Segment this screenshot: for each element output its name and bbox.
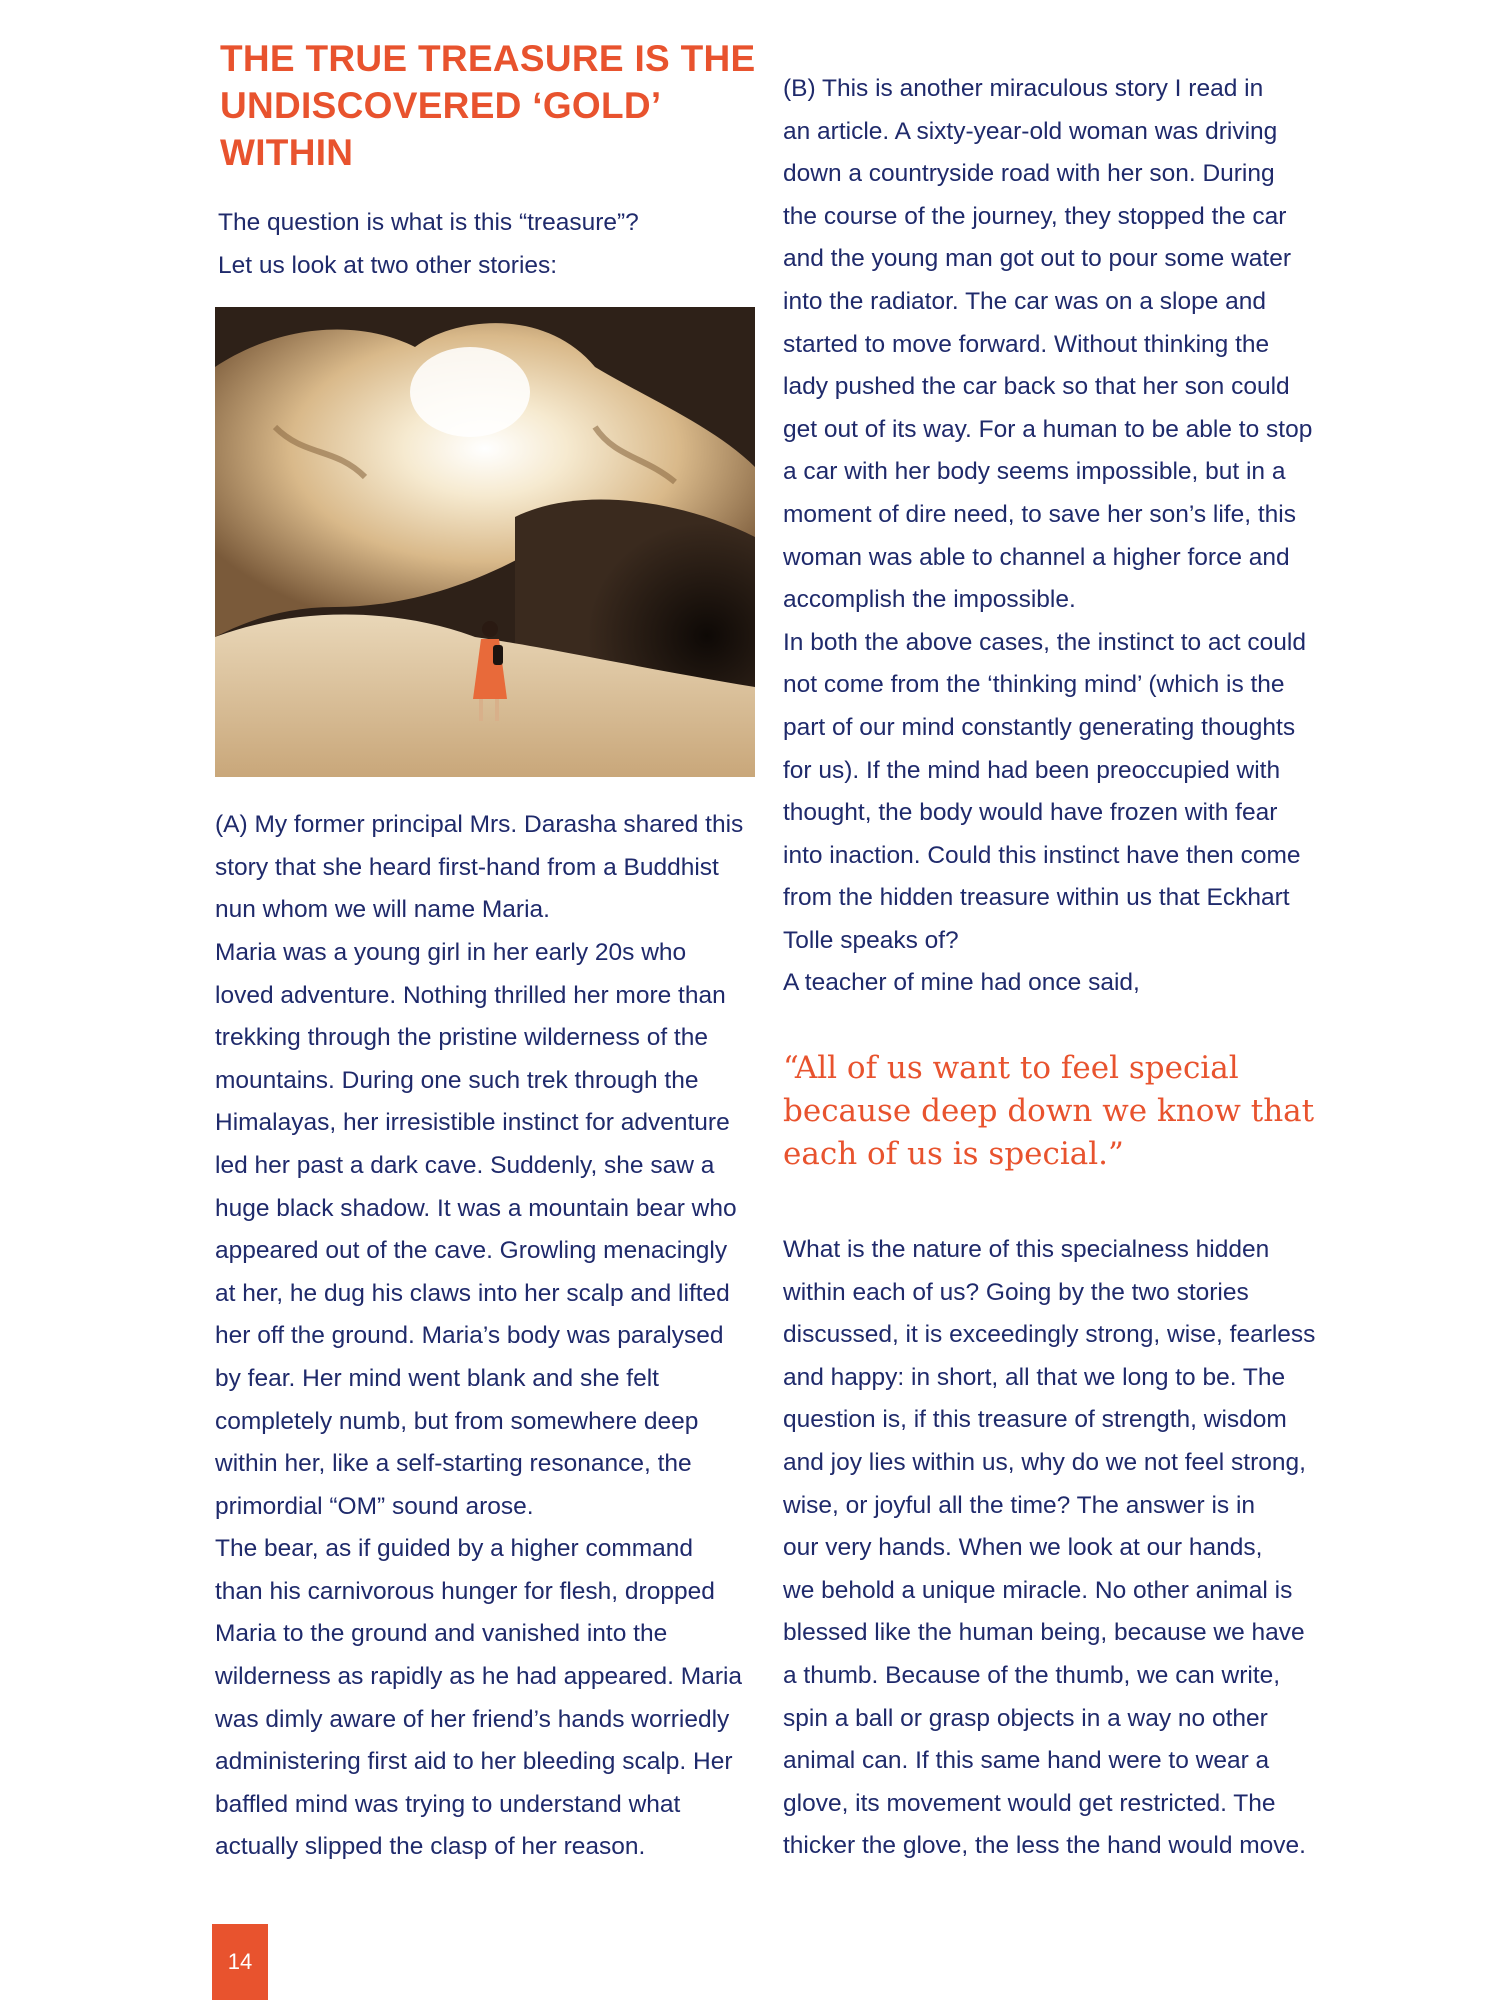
paragraph-line: down a countryside road with her son. During (783, 160, 1275, 188)
paragraph-line: part of our mind constantly generating thoughts (783, 713, 1296, 741)
cave-illustration (215, 307, 755, 777)
paragraph-line: actually slipped the clasp of her reason. (215, 1833, 646, 1861)
quote-line: each of us is special.” (783, 1136, 1124, 1173)
paragraph-line: into the radiator. The car was on a slope and (783, 287, 1267, 315)
paragraph-line: and the young man got out to pour some water (783, 245, 1292, 273)
paragraph-line: a thumb. Because of the thumb, we can write, (783, 1662, 1281, 1689)
paragraph-line: our very hands. When we look at our hands, (783, 1534, 1263, 1562)
paragraph-line: spin a ball or grasp objects in a way no other (783, 1704, 1268, 1732)
paragraph-line: moment of dire need, to save her son’s life, this (783, 500, 1296, 528)
paragraph-line: thicker the glove, the less the hand would move. (783, 1832, 1306, 1860)
paragraph-line: Let us look at two other stories: (218, 251, 558, 279)
paragraph-line: was dimly aware of her friend’s hands worriedly (215, 1705, 730, 1733)
paragraph-line: blessed like the human being, because we have (783, 1619, 1305, 1647)
paragraph-line: (B) This is another miraculous story I read in (783, 75, 1264, 102)
quote-line: because deep down we know that (783, 1093, 1315, 1130)
paragraph-line: wise, or joyful all the time? The answer is in (783, 1491, 1256, 1519)
paragraph-line: started to move forward. Without thinking the (783, 330, 1270, 358)
paragraph-line: appeared out of the cave. Growling menacingly (215, 1237, 728, 1265)
headline-line: WITHIN (220, 132, 354, 173)
paragraph-line: baffled mind was trying to understand what (215, 1790, 681, 1818)
paragraph-line: for us). If the mind had been preoccupied with (783, 756, 1281, 784)
paragraph-line: and happy: in short, all that we long to be. The (783, 1363, 1286, 1391)
paragraph-line: at her, he dug his claws into her scalp and lifted (215, 1279, 730, 1307)
paragraph-line: by fear. Her mind went blank and she felt (215, 1364, 659, 1392)
left-column (215, 35, 770, 1869)
paragraph-line: completely numb, but from somewhere deep (215, 1407, 699, 1435)
paragraph-line: a car with her body seems impossible, but in a (783, 458, 1286, 486)
headline-line: THE TRUE TREASURE IS THE (220, 38, 756, 79)
paragraph-line: not come from the ‘thinking mind’ (which is the (783, 671, 1285, 699)
paragraph-line: The bear, as if guided by a higher command (215, 1535, 694, 1563)
paragraph-line: Tolle speaks of? (783, 926, 959, 954)
paragraph-line: get out of its way. For a human to be able to stop (783, 415, 1313, 443)
paragraph-line: than his carnivorous hunger for flesh, dropped (215, 1577, 715, 1605)
quote-line: “All of us want to feel special (783, 1050, 1239, 1087)
paragraph-line: Himalayas, her irresistible instinct for adventure (215, 1109, 730, 1137)
headline-line: UNDISCOVERED ‘GOLD’ (220, 85, 662, 126)
cave-photo (215, 307, 755, 777)
paragraph-line: animal can. If this same hand were to wear a (783, 1747, 1270, 1775)
paragraph-line: administering first aid to her bleeding scalp. Her (215, 1748, 733, 1776)
paragraph-line: led her past a dark cave. Suddenly, she saw a (215, 1151, 715, 1179)
paragraph-line: lady pushed the car back so that her son could (783, 373, 1290, 401)
conclusion-text (783, 1229, 1338, 1868)
paragraph-line: Maria to the ground and vanished into the (215, 1620, 668, 1648)
paragraph-line: discussed, it is exceedingly strong, wise, fearless (783, 1321, 1316, 1349)
paragraph-line: trekking through the pristine wilderness of the (215, 1024, 708, 1052)
paragraph-line: (A) My former principal Mrs. Darasha shared this (215, 811, 744, 839)
pull-quote (783, 1047, 1338, 1176)
page-number: 14 (212, 1924, 268, 2000)
paragraph-line: A teacher of mine had once said, (783, 969, 1140, 997)
paragraph-line: The question is what is this “treasure”? (218, 209, 639, 236)
paragraph-line: huge black shadow. It was a mountain bear who (215, 1194, 737, 1222)
paragraph-line: within her, like a self-starting resonance, the (215, 1450, 692, 1478)
paragraph-line: story that she heard first-hand from a Buddhist (215, 853, 719, 881)
paragraph-line: thought, the body would have frozen with fear (783, 799, 1278, 827)
paragraph-line: What is the nature of this specialness hidden (783, 1236, 1270, 1264)
paragraph-line: mountains. During one such trek through the (215, 1066, 699, 1094)
article-headline (220, 35, 770, 176)
paragraph-line: within each of us? Going by the two stories (783, 1278, 1249, 1306)
story-b-text (783, 68, 1338, 1005)
paragraph-line: In both the above cases, the instinct to act could (783, 628, 1306, 656)
paragraph-line: into inaction. Could this instinct have then come (783, 841, 1301, 869)
paragraph-line: from the hidden treasure within us that Eckhart (783, 884, 1290, 912)
paragraph-line: we behold a unique miracle. No other animal is (783, 1576, 1293, 1604)
paragraph-line: the course of the journey, they stopped the car (783, 202, 1287, 230)
paragraph-line: her off the ground. Maria’s body was paralysed (215, 1322, 724, 1350)
right-column (783, 68, 1338, 1868)
paragraph-line: glove, its movement would get restricted. The (783, 1789, 1276, 1817)
story-a-text (215, 804, 770, 1869)
paragraph-line: and joy lies within us, why do we not feel strong, (783, 1449, 1306, 1477)
paragraph-line: an article. A sixty-year-old woman was driving (783, 117, 1278, 145)
intro-text (218, 202, 770, 287)
paragraph-line: accomplish the impossible. (783, 586, 1076, 614)
paragraph-line: Maria was a young girl in her early 20s who (215, 938, 687, 966)
paragraph-line: question is, if this treasure of strength, wisdom (783, 1406, 1287, 1434)
paragraph-line: woman was able to channel a higher force and (783, 543, 1290, 571)
paragraph-line: nun whom we will name Maria. (215, 896, 550, 924)
paragraph-line: loved adventure. Nothing thrilled her more than (215, 981, 726, 1009)
paragraph-line: primordial “OM” sound arose. (215, 1492, 534, 1520)
paragraph-line: wilderness as rapidly as he had appeared. Maria (215, 1663, 743, 1691)
